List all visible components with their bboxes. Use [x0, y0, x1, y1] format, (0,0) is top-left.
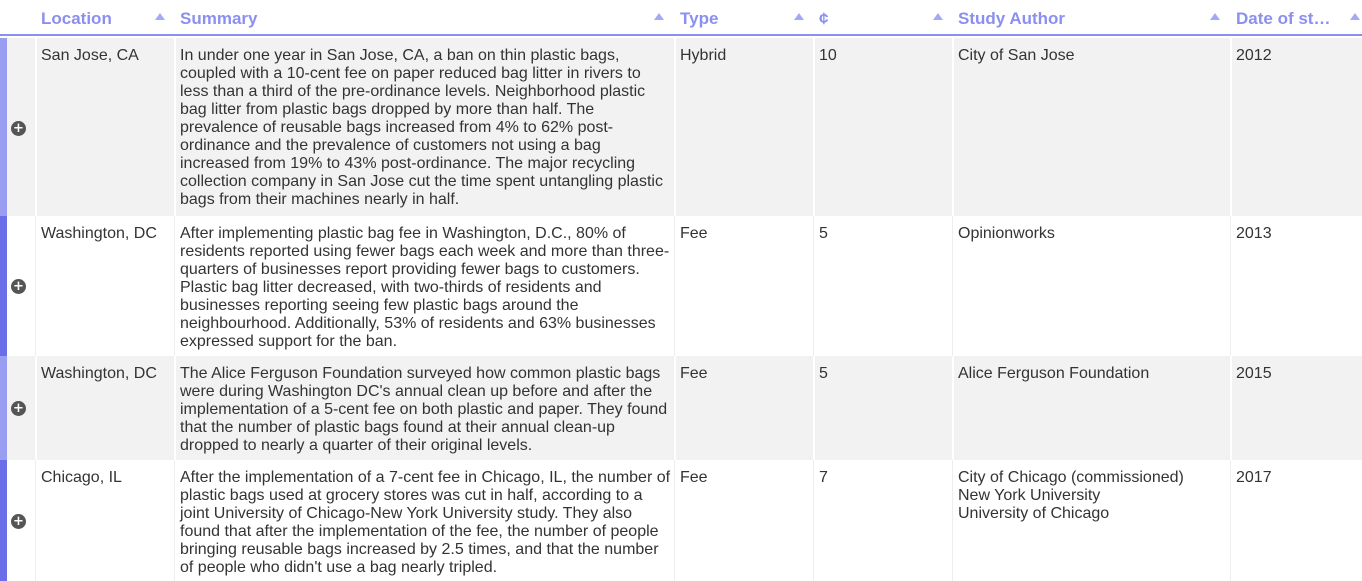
cell-location: Washington, DC [41, 225, 157, 242]
column-divider [35, 460, 36, 581]
cell-cents: 10 [819, 47, 837, 64]
column-divider [674, 356, 676, 460]
cell-summary: In under one year in San Jose, CA, a ban on thin plastic bags, coupled with a 10-cent fee on paper reduced bag litter in rivers to less than a third of the pre-ordinance levels. Neighborhood plastic bag litter from plastic bags dropped by more than half. The prevalence of reusable bags increased from 4% to 62% post-ordinance and the prevalence of customers not using a bag increased from 19% to 43% post-ordinance. The major recycling collection company in San Jose cut the time spent untangling plastic bags from their machines nearly in half. [180, 47, 663, 208]
cell-location: Chicago, IL [41, 469, 122, 486]
column-header-label: Type [680, 9, 719, 28]
cell-date: 2017 [1236, 469, 1272, 486]
column-header-label: Summary [180, 9, 258, 28]
expand-row-icon[interactable]: + [11, 279, 26, 294]
column-header-label: Date of st… [1236, 9, 1331, 28]
sort-ascending-icon[interactable] [1210, 13, 1220, 20]
column-divider [674, 216, 675, 356]
cell-study-author [958, 469, 1184, 523]
expand-row-icon[interactable]: + [11, 121, 26, 136]
column-divider [813, 460, 814, 581]
cell-type: Fee [680, 469, 708, 486]
cell-summary: After implementing plastic bag fee in Washington, D.C., 80% of residents reported using fewer bags each week and more than three-quarters of businesses report providing fewer bags to customers. Plastic bag litter decreased, with two-thirds of residents and businesses reporting seeing few plastic bags around the neighbourhood. Additionally, 53% of residents and 63% businesses expressed support for the ban. [180, 225, 670, 350]
column-header-summary[interactable] [175, 0, 675, 36]
column-divider [1230, 356, 1232, 460]
cell-location: Washington, DC [41, 365, 157, 382]
table-row[interactable] [0, 38, 1362, 216]
expand-row-icon[interactable]: + [11, 401, 26, 416]
sort-ascending-icon[interactable] [654, 13, 664, 20]
cell-cents: 5 [819, 225, 828, 242]
column-header-type[interactable] [675, 0, 815, 36]
expand-row-icon[interactable]: + [11, 514, 26, 529]
author-name: Opinionworks [958, 225, 1055, 242]
row-selection-bar[interactable] [0, 460, 7, 581]
column-header-study-author[interactable] [953, 0, 1231, 36]
column-header-label: Study Author [958, 9, 1066, 28]
column-divider [813, 216, 814, 356]
column-divider [674, 460, 675, 581]
column-divider [35, 356, 37, 460]
author-name: Alice Ferguson Foundation [958, 365, 1150, 382]
column-divider [952, 460, 953, 581]
sort-ascending-icon[interactable] [155, 13, 165, 20]
column-divider [1230, 216, 1231, 356]
column-divider [674, 38, 676, 216]
author-name: University of Chicago [958, 505, 1110, 522]
author-name: New York University [958, 487, 1101, 504]
sort-ascending-icon[interactable] [794, 13, 804, 20]
cell-type: Fee [680, 225, 708, 242]
cell-study-author [958, 225, 1055, 243]
cell-summary: After the implementation of a 7-cent fee in Chicago, IL, the number of plastic bags used at grocery stores was cut in half, according to a joint University of Chicago-New York University study. They also found that after the implementation of the fee, the number of people bringing reusable bags increased by 2.5 times, and that the number of people who didn't use a bag nearly tripled. [180, 469, 671, 576]
column-divider [1230, 38, 1232, 216]
cell-date: 2015 [1236, 365, 1272, 382]
row-selection-bar[interactable] [0, 356, 7, 460]
cell-cents: 5 [819, 365, 828, 382]
column-header-cents[interactable] [814, 0, 953, 36]
cell-location: San Jose, CA [41, 47, 139, 64]
column-header-label: ¢ [819, 9, 829, 28]
column-divider [35, 38, 37, 216]
column-divider [952, 216, 953, 356]
cell-type: Hybrid [680, 47, 727, 64]
column-divider [1230, 460, 1231, 581]
column-divider [174, 38, 176, 216]
column-divider [174, 460, 175, 581]
cell-summary: The Alice Ferguson Foundation surveyed how common plastic bags were during Washington DC's annual clean up before and after the implementation of a 5-cent fee on both plastic and paper. They found that the number of plastic bags found at their annual clean-up dropped to nearly a quarter of their original levels. [180, 365, 668, 454]
sort-ascending-icon[interactable] [933, 13, 943, 20]
table-row[interactable] [0, 460, 1362, 581]
column-divider [174, 216, 175, 356]
column-divider [952, 356, 954, 460]
row-selection-bar[interactable] [0, 38, 7, 216]
cell-date: 2013 [1236, 225, 1272, 242]
column-header-date-of-study[interactable] [1231, 0, 1362, 36]
column-divider [813, 38, 815, 216]
cell-date: 2012 [1236, 47, 1272, 64]
sort-ascending-icon[interactable] [1350, 13, 1360, 20]
cell-study-author [958, 365, 1149, 383]
cell-study-author [958, 47, 1075, 65]
table-row[interactable] [0, 356, 1362, 460]
table-row[interactable] [0, 216, 1362, 356]
column-header-label: Location [41, 9, 112, 28]
table-header [0, 0, 1362, 36]
cell-type: Fee [680, 365, 708, 382]
author-name: City of Chicago (commissioned) [958, 469, 1184, 486]
column-header-location[interactable] [36, 0, 176, 36]
author-name: City of San Jose [958, 47, 1075, 64]
column-divider [952, 38, 954, 216]
column-divider [174, 356, 176, 460]
column-divider [813, 356, 815, 460]
column-divider [35, 216, 36, 356]
row-selection-bar[interactable] [0, 216, 7, 356]
cell-cents: 7 [819, 469, 828, 486]
